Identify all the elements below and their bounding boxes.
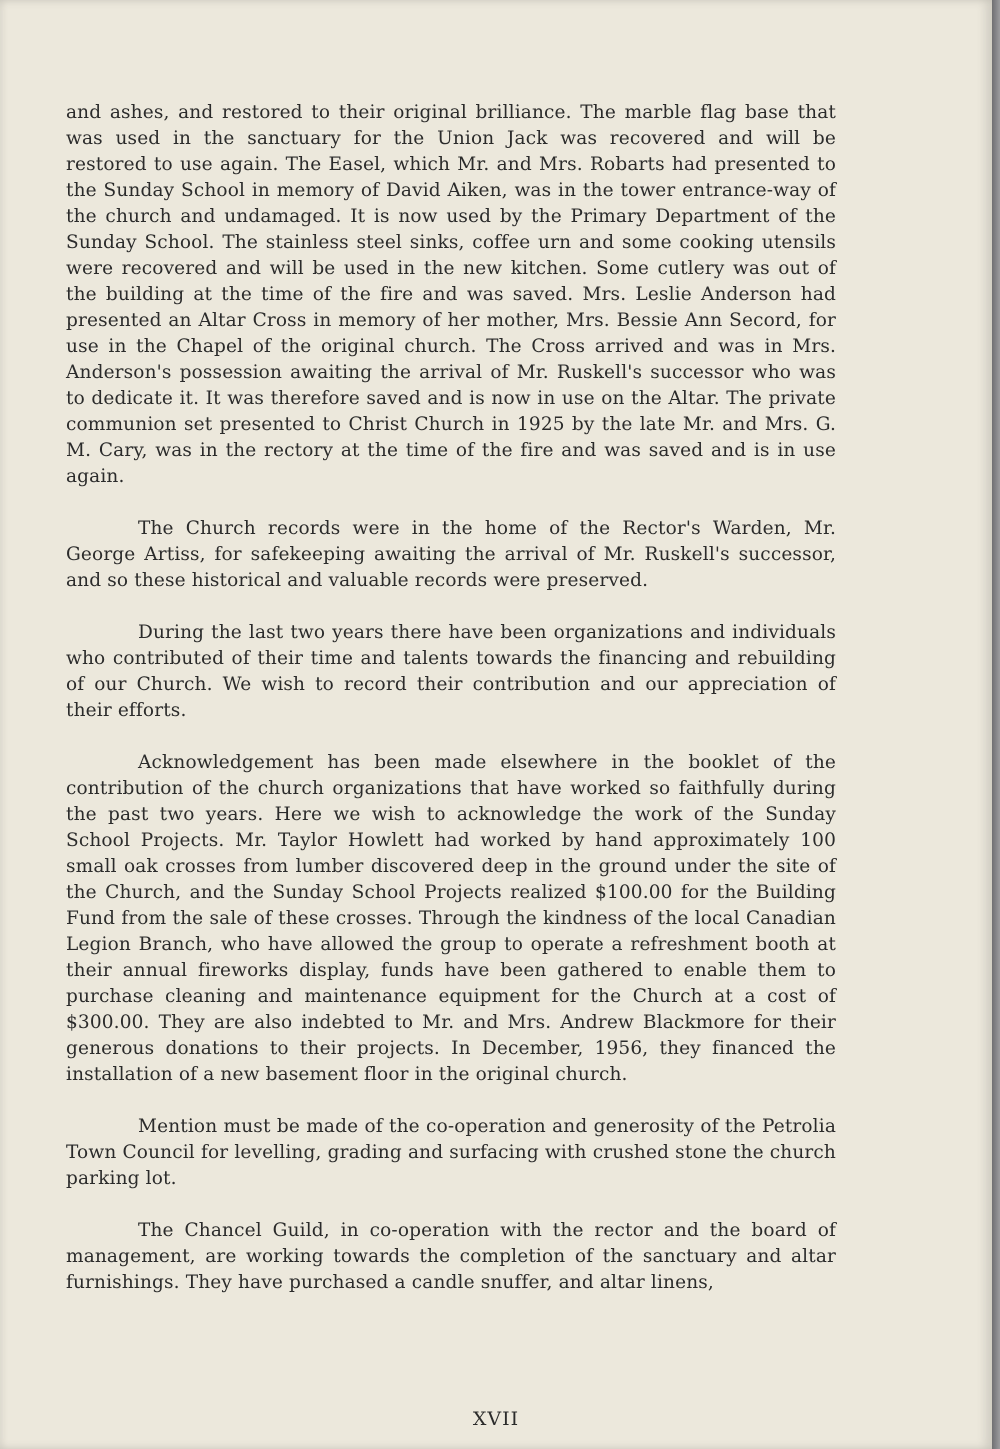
page-number: XVII [472,1408,520,1430]
paragraph-salvaged-items: and ashes, and restored to their original brilliance. The marble flag base that was used in the sanctuary for the Union Jack was recovered and will be restored to use again. The Easel, which Mr. and Mrs. Robarts had presented to the Sunday School in memory of David Aiken, was in the tower entrance-way of the church and undamaged. It is now used by the Primary Department of the Sunday School. The stainless steel sinks, coffee urn and some cooking utensils were recovered and will be used in the new kitchen. Some cutlery was out of the building at the time of the fire and was saved. Mrs. Leslie Anderson had presented an Altar Cross in memory of her mother, Mrs. Bessie Ann Secord, for use in the Chapel of the original church. The Cross arrived and was in Mrs. Anderson's possession awaiting the arrival of Mr. Ruskell's successor who was to dedicate it. It was therefore saved and is now in use on the Altar. The private communion set presented to Christ Church in 1925 by the late Mr. and Mrs. G. M. Cary, was in the rectory at the time of the fire and was saved and is in use again. [66,102,836,487]
paragraph-town-council: Mention must be made of the co-operation and generosity of the Petrolia Town Council for levelling, grading and surfacing with crushed stone the church parking lot. [66,1116,836,1189]
paragraph-chancel-guild: The Chancel Guild, in co-operation with the rector and the board of management, are working towards the completion of the sanctuary and altar furnishings. They have purchased a candle snuffer, and altar linens, [66,1220,836,1293]
page-edge-shadow [992,0,1000,1449]
body-text [66,100,836,1322]
paragraph-church-records: The Church records were in the home of the Rector's Warden, Mr. George Artiss, for safekeeping awaiting the arrival of Mr. Ruskell's successor, and so these historical and valuable records were preserved. [66,518,836,591]
paragraph-sunday-school-projects: Acknowledgement has been made elsewhere in the booklet of the contribution of the church organizations that have worked so faithfully during the past two years. Here we wish to acknowledge the work of the Sunday School Projects. Mr. Taylor Howlett had worked by hand approximately 100 small oak crosses from lumber discovered deep in the ground under the site of the Church, and the Sunday School Projects realized $100.00 for the Building Fund from the sale of these crosses. Through the kindness of the local Canadian Legion Branch, who have allowed the group to operate a refreshment booth at their annual fireworks display, funds have been gathered to enable them to purchase cleaning and maintenance equipment for the Church at a cost of $300.00. They are also indebted to Mr. and Mrs. Andrew Blackmore for their generous donations to their projects. In December, 1956, they financed the installation of a new basement floor in the original church. [66,752,836,1085]
paragraph-contributors: During the last two years there have been organizations and individuals who contributed of their time and talents towards the financing and rebuilding of our Church. We wish to record their contribution and our appreciation of their efforts. [66,622,836,721]
